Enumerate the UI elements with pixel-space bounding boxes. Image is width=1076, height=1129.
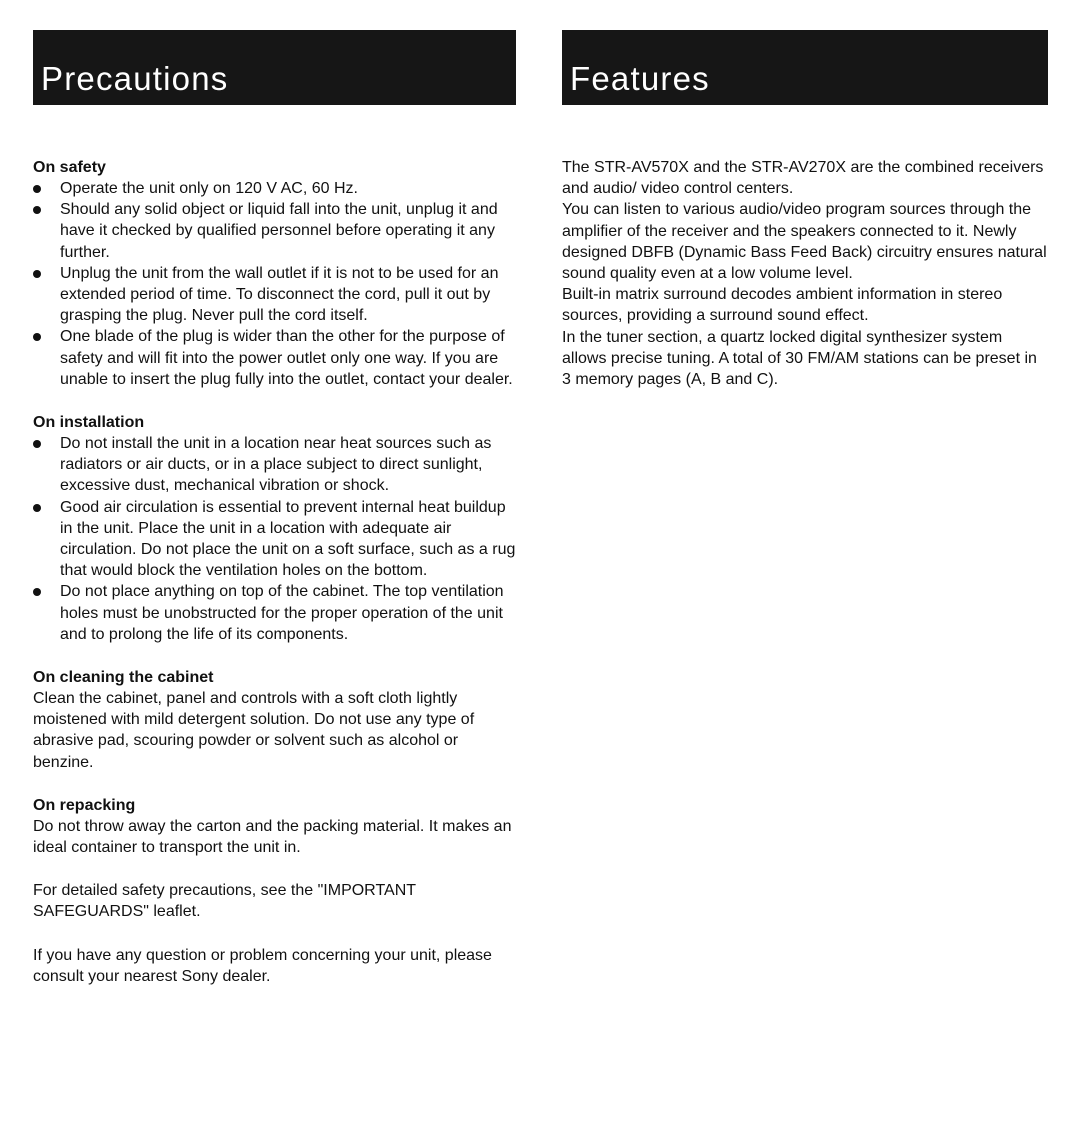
repacking-text: Do not throw away the carton and the packing material. It makes an ideal container to transport the unit in. — [33, 817, 512, 857]
features-title: Features — [570, 59, 710, 97]
bullet-icon — [33, 588, 41, 596]
cleaning-text: Clean the cabinet, panel and controls with a soft cloth lightly moistened with mild detergent solution. Do not use any type of abrasive pad, scouring powder or solvent such as alcohol or benzine. — [33, 690, 475, 771]
list-item: Good air circulation is essential to prevent internal heat buildup in the unit. Place the unit in a location with adequate air circulation. Do not place the unit on a soft surface, such as a rug that would block the ventilation holes on the bottom. — [33, 497, 516, 582]
bullet-icon — [33, 206, 41, 214]
precautions-column — [33, 30, 516, 1009]
list-item: Operate the unit only on 120 V AC, 60 Hz. — [33, 178, 516, 199]
repacking-heading: On repacking — [33, 796, 136, 814]
safety-list — [33, 178, 516, 390]
repacking-section — [33, 795, 516, 858]
list-item: One blade of the plug is wider than the other for the purpose of safety and will fit into the power outlet only one way. If you are unable to insert the plug fully into the outlet, contact your dealer. — [33, 326, 516, 390]
installation-section — [33, 412, 516, 645]
list-item: Do not place anything on top of the cabinet. The top ventilation holes must be unobstructed for the proper operation of the unit and to prolong the life of its components. — [33, 581, 516, 645]
precautions-title: Precautions — [41, 59, 229, 97]
bullet-icon — [33, 440, 41, 448]
safety-section — [33, 157, 516, 390]
list-item: Unplug the unit from the wall outlet if it is not to be used for an extended period of time. To disconnect the cord, pull it out by grasping the plug. Never pull the cord itself. — [33, 263, 516, 327]
safety-heading: On safety — [33, 159, 106, 176]
bullet-icon — [33, 185, 41, 193]
safeguards-section — [33, 880, 516, 922]
precautions-title-banner — [33, 30, 516, 105]
features-paragraph: In the tuner section, a quartz locked digital synthesizer system allows precise tuning. A total of 30 FM/AM stations can be preset in 3 memory pages (A, B and C). — [562, 328, 1037, 389]
features-content — [562, 157, 1048, 390]
features-paragraph: You can listen to various audio/video program sources through the amplifier of the receiver and the speakers connected to it. Newly designed DBFB (Dynamic Bass Feed Back) circuitry ensures natural sound quality even at a low volume level. — [562, 201, 1047, 283]
precautions-content — [33, 157, 516, 987]
list-item: Do not install the unit in a location near heat sources such as radiators or air ducts, or in a place subject to direct sunlight, excessive dust, mechanical vibration or shock. — [33, 433, 516, 497]
cleaning-heading: On cleaning the cabinet — [33, 669, 214, 687]
cleaning-section — [33, 667, 516, 773]
bullet-icon — [33, 504, 41, 512]
bullet-icon — [33, 333, 41, 341]
features-paragraph: Built-in matrix surround decodes ambient information in stereo sources, providing a surround sound effect. — [562, 286, 1003, 325]
installation-list — [33, 433, 516, 645]
bullet-icon — [33, 270, 41, 278]
dealer-section — [33, 945, 516, 987]
features-title-banner — [562, 30, 1048, 105]
safeguards-note: For detailed safety precautions, see the "IMPORTANT SAFEGUARDS" leaflet. — [33, 882, 416, 921]
installation-heading: On installation — [33, 414, 145, 432]
features-column — [562, 30, 1048, 390]
features-paragraph: The STR-AV570X and the STR-AV270X are the combined receivers and audio/ video control centers. — [562, 159, 1044, 198]
list-item: Should any solid object or liquid fall into the unit, unplug it and have it checked by qualified personnel before operating it any further. — [33, 199, 516, 263]
dealer-note: If you have any question or problem concerning your unit, please consult your nearest Sony dealer. — [33, 946, 492, 985]
